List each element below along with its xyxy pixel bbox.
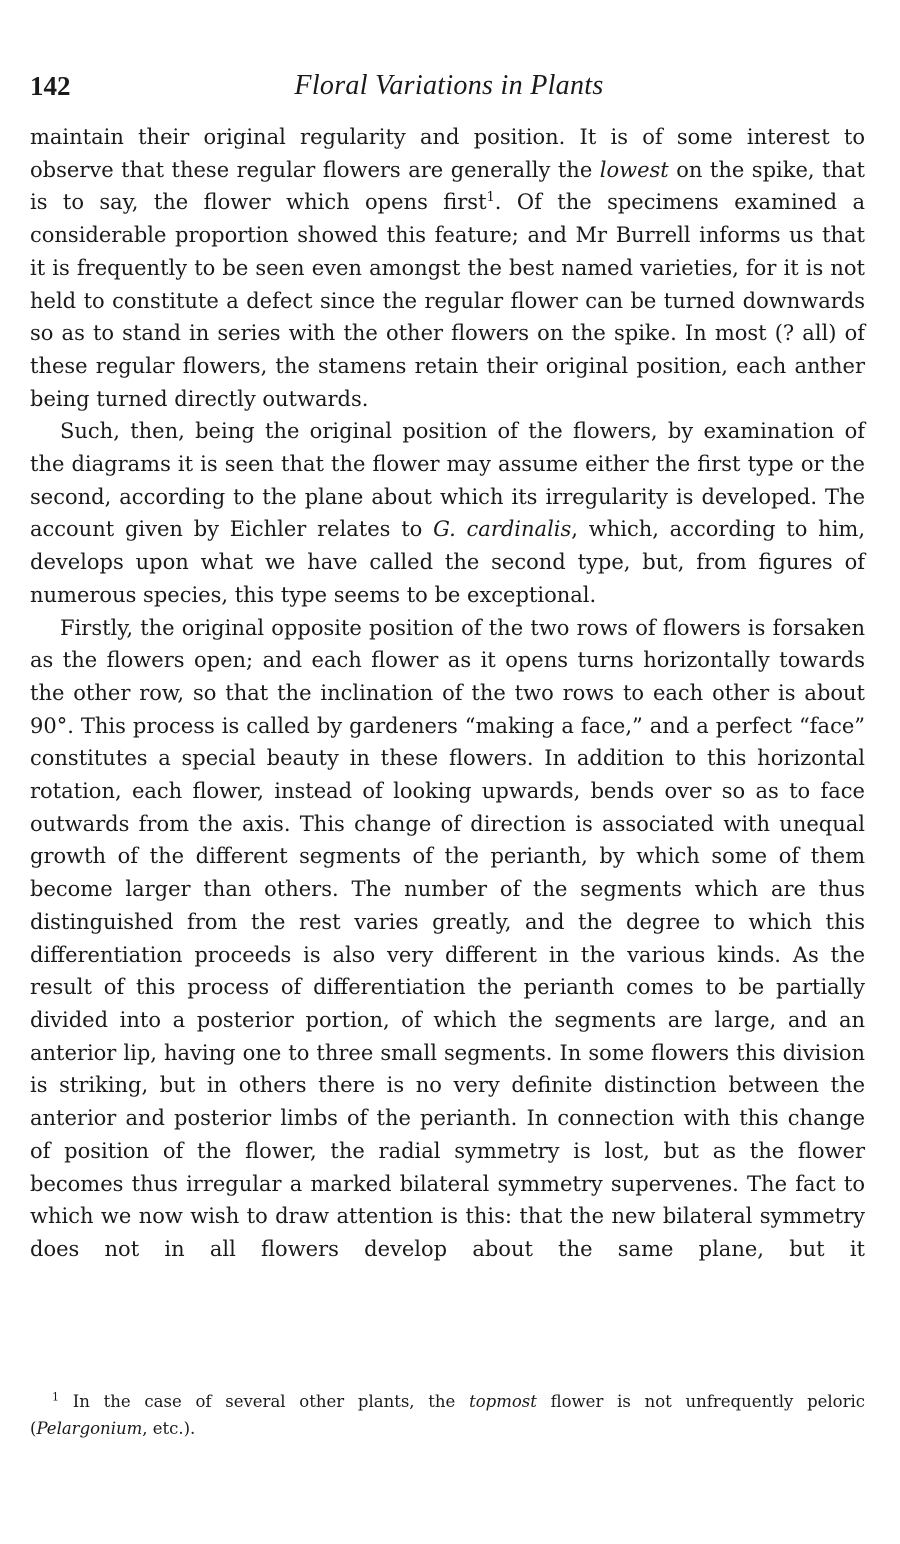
paragraph-italic-text: G. cardinalis: [433, 517, 572, 542]
paragraph-text: , which, according to him, develops upon what we have called the second type, but, from figures of numerous species, this type seems to be exceptional.: [30, 517, 865, 607]
body-text: [30, 121, 865, 1266]
paragraph-text: maintain their original regularity and position. It is of some interest to observe that these regular flowers are generally the: [30, 125, 865, 182]
paragraph-text: Firstly, the original opposite position of the two rows of flowers is forsaken as the flowers open; and each flower as it opens turns horizontally towards the other row, so that the inclination of the two rows to each other is about 90°. This process is called by gardeners “making a face,” and a perfect “face” constitutes a special beauty in these flowers. In addition to this horizontal rotation, each flower, instead of looking upwards, bends over so as to face outwards from the axis. This change of direction is associated with unequal growth of the different segments of the perianth, by which some of them become larger than others. The number of the segments which are thus distinguished from the rest varies greatly, and the degree to which this differentiation proceeds is also very different in the various kinds. As the result of this process of differentiation the perianth comes to be partially divided into a posterior portion, of which the segments are large, and an anterior lip, having one to three small segments. In some flowers this division is striking, but in others there is no very definite distinction between the anterior and posterior limbs of the perianth. In connection with this change of position of the flower, the radial symmetry is lost, but as the flower becomes thus irregular a marked bilateral symmetry supervenes. The fact to which we now wish to draw attention is this: that the new bilateral symmetry does not in all flowers develop about the same plane, but it: [30, 615, 865, 1261]
paragraph-1: [30, 121, 865, 415]
footnote-text: In the case of several other plants, the: [72, 1392, 470, 1411]
paragraph-3: [30, 612, 865, 1266]
footnote-text: flower is not unfrequently peloric (: [30, 1392, 866, 1438]
footnote-italic-text: topmost: [469, 1392, 537, 1411]
footnotes: [30, 1388, 865, 1442]
paragraph-text: . Of the specimens examined a considerable proportion showed this feature; and Mr Burrell informs us that it is frequently to be seen even amongst the best named varieties, for it is not held to constitute a defect since the regular flower can be turned downwards so as to stand in series with the other flowers on the spike. In most (? all) of these regular flowers, the stamens retain their original position, each anther being turned directly outwards.: [30, 190, 865, 411]
footnote-text: , etc.).: [142, 1419, 196, 1438]
page-number: 142: [30, 71, 71, 101]
paragraph-text: Such, then, being the original position of the flowers, by examination of the diagrams it is seen that the flower may assume either the first type or the second, according to the plane about which its irregularity is developed. The account given by Eichler relates to: [30, 419, 865, 542]
footnote-reference: 1: [486, 190, 495, 206]
footnote-mark: 1: [52, 1390, 59, 1404]
footnote-1: [30, 1388, 865, 1442]
page-header: [30, 66, 868, 106]
paragraph-italic-text: lowest: [599, 157, 669, 182]
paragraph-2: [30, 415, 865, 611]
footnote-text: [30, 1392, 865, 1438]
paragraph-text: on the spike, that is to say, the flower which opens first: [30, 157, 865, 215]
footnote-italic-text: Pelargonium: [36, 1419, 143, 1438]
running-title: Floral Variations in Plants: [294, 70, 604, 101]
